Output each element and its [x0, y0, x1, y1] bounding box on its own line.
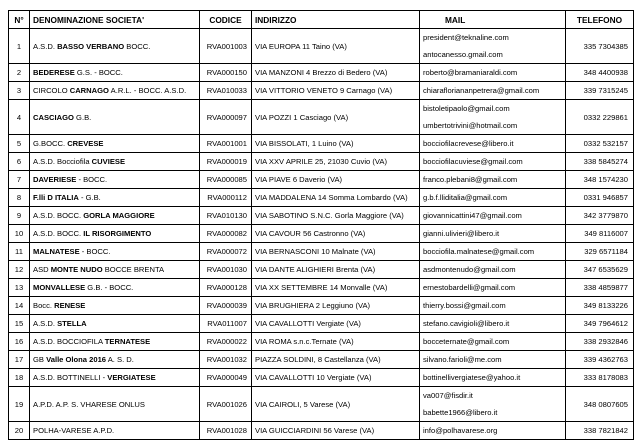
club-name-bold: BASSO VERBANO [57, 41, 125, 51]
club-code: RVA001026 [200, 387, 252, 422]
table-row [9, 261, 634, 279]
row-number: 3 [9, 82, 30, 100]
table-row [9, 225, 634, 243]
header-telefono: TELEFONO [566, 11, 634, 29]
club-address: VIA VITTORIO VENETO 9 Carnago (VA) [252, 82, 420, 100]
club-name-suffix: A.R.L. - BOCC. A.S.D. [108, 86, 187, 95]
club-address: VIA CAIROLI, 5 Varese (VA) [252, 387, 420, 422]
club-name-bold: STELLA [57, 319, 87, 328]
row-number: 8 [9, 189, 30, 207]
club-name-prefix: A.S.D. BOCC. [33, 211, 84, 220]
table-row [9, 369, 634, 387]
club-name-suffix: G.B. [73, 112, 92, 122]
mail-link[interactable]: va007@fisdir.it [423, 391, 473, 400]
club-address: VIA BERNASCONI 10 Malnate (VA) [252, 243, 420, 261]
mail-link[interactable]: stefano.cavigioli@libero.it [423, 319, 510, 328]
club-name [30, 100, 200, 135]
row-number: 6 [9, 153, 30, 171]
club-phone: 342 3779870 [566, 207, 634, 225]
club-code: RVA011007 [200, 315, 252, 333]
table-row [9, 243, 634, 261]
club-name-bold: Valle Olona 2016 [46, 355, 107, 364]
club-name [30, 333, 200, 351]
mail-link[interactable]: g.b.f.lliditalia@gmail.com [423, 193, 508, 202]
club-code: RVA010033 [200, 82, 252, 100]
mail-link[interactable]: bottinellivergiatese@yahoo.it [423, 373, 521, 382]
club-mail [420, 100, 566, 135]
club-name [30, 207, 200, 225]
mail-link[interactable]: bistoletipaolo@gmail.com [423, 104, 510, 113]
club-name-prefix: A.S.D. Bocciofila [33, 157, 92, 166]
club-address: PIAZZA SOLDINI, 8 Castellanza (VA) [252, 351, 420, 369]
club-name [30, 369, 200, 387]
table-row [9, 135, 634, 153]
club-name [30, 64, 200, 82]
club-phone: 349 8116007 [566, 225, 634, 243]
club-address: VIA POZZI 1 Casciago (VA) [252, 100, 420, 135]
club-name-prefix: POLHA-VARESE A.P.D. [33, 426, 115, 435]
club-name-bold: MALNATESE [33, 247, 80, 256]
club-code: RVA000039 [200, 297, 252, 315]
club-name-prefix: A.S.D. BOTTINELLI - [33, 373, 108, 382]
club-phone: 338 4859877 [566, 279, 634, 297]
club-name-prefix: CIRCOLO [33, 86, 70, 95]
club-name [30, 82, 200, 100]
club-name-bold: VERGIATESE [107, 373, 156, 382]
club-name-suffix: - G.B. [78, 193, 101, 202]
club-phone: 348 4400938 [566, 64, 634, 82]
club-mail [420, 207, 566, 225]
mail-link[interactable]: bocceternate@gmail.com [423, 337, 510, 346]
club-name [30, 279, 200, 297]
header-num: N° [9, 11, 30, 29]
row-number: 16 [9, 333, 30, 351]
club-name [30, 297, 200, 315]
club-name-bold: F.lli D ITALIA [33, 193, 79, 202]
club-name-bold: DAVERIESE [33, 175, 77, 184]
mail-link[interactable]: bocciofilacrevese@libero.it [423, 139, 514, 148]
table-row [9, 279, 634, 297]
row-number: 4 [9, 100, 30, 135]
club-mail [420, 153, 566, 171]
club-name-bold: MONTE NUDO [50, 265, 103, 274]
club-name-suffix: BOCCE BRENTA [102, 265, 165, 274]
club-name-prefix: A.S.D. BOCCIOFILA [33, 337, 105, 346]
row-number: 17 [9, 351, 30, 369]
table-row [9, 100, 634, 135]
table-row [9, 387, 634, 422]
table-row [9, 207, 634, 225]
club-phone: 333 8178083 [566, 369, 634, 387]
table-row [9, 64, 634, 82]
club-mail [420, 422, 566, 440]
club-name [30, 261, 200, 279]
table-header-row [9, 11, 634, 29]
club-phone: 0331 946857 [566, 189, 634, 207]
club-phone: 338 5845274 [566, 153, 634, 171]
table-row [9, 333, 634, 351]
row-number: 13 [9, 279, 30, 297]
table-row [9, 153, 634, 171]
table-row [9, 171, 634, 189]
club-code: RVA000128 [200, 279, 252, 297]
club-mail [420, 351, 566, 369]
club-address: VIA CAVALLOTTI 10 Vergiate (VA) [252, 369, 420, 387]
mail-link[interactable]: chiarafloriananpetrera@gmail.com [423, 86, 540, 95]
club-name-bold: CREVESE [67, 139, 104, 148]
row-number: 10 [9, 225, 30, 243]
club-mail [420, 369, 566, 387]
club-name-bold: CUVIESE [91, 157, 126, 166]
clubs-table [8, 10, 634, 440]
club-name-prefix: ASD [33, 265, 51, 274]
club-name-suffix: - BOCC. [76, 175, 108, 184]
club-phone: 335 7304385 [566, 29, 634, 64]
club-code: RVA001030 [200, 261, 252, 279]
club-address: VIA MANZONI 4 Brezzo di Bedero (VA) [252, 64, 420, 82]
club-mail [420, 243, 566, 261]
club-mail [420, 315, 566, 333]
club-mail [420, 82, 566, 100]
club-mail [420, 297, 566, 315]
club-code: RVA000112 [200, 189, 252, 207]
club-mail [420, 29, 566, 64]
club-phone: 349 8133226 [566, 297, 634, 315]
club-address: VIA BRUGHIERA 2 Leggiuno (VA) [252, 297, 420, 315]
club-mail [420, 171, 566, 189]
club-name-suffix: A. S. D. [106, 355, 134, 364]
row-number: 18 [9, 369, 30, 387]
mail-link[interactable]: ernestobardelli@gmail.com [423, 283, 516, 292]
club-name-bold: CASCIAGO [33, 112, 74, 122]
club-name-bold: MONVALLESE [33, 283, 86, 292]
club-code: RVA000019 [200, 153, 252, 171]
header-codice: CODICE [200, 11, 252, 29]
club-name-prefix: G.BOCC. [33, 139, 68, 148]
club-name-bold: BEDERESE [33, 68, 75, 77]
club-address: VIA SABOTINO S.N.C. Gorla Maggiore (VA) [252, 207, 420, 225]
mail-link[interactable]: gianni.ulivieri@libero.it [423, 229, 500, 238]
club-mail [420, 333, 566, 351]
club-name-bold: RENESE [54, 301, 86, 310]
club-name [30, 315, 200, 333]
club-phone: 339 7315245 [566, 82, 634, 100]
club-mail [420, 261, 566, 279]
club-phone: 347 6535629 [566, 261, 634, 279]
club-code: RVA000085 [200, 171, 252, 189]
club-name-prefix: A.S.D. [33, 319, 58, 328]
club-mail [420, 387, 566, 422]
club-address: VIA XX SETTEMBRE 14 Monvalle (VA) [252, 279, 420, 297]
club-name [30, 422, 200, 440]
club-phone: 0332 229861 [566, 100, 634, 135]
row-number: 20 [9, 422, 30, 440]
club-name [30, 153, 200, 171]
club-phone: 339 4362763 [566, 351, 634, 369]
club-name-bold: CARNAGO [69, 86, 109, 95]
club-name [30, 29, 200, 64]
mail-link[interactable]: franco.plebani8@gmail.com [423, 175, 518, 184]
club-name-bold: GORLA MAGGIORE [83, 211, 155, 220]
club-name [30, 189, 200, 207]
club-mail [420, 189, 566, 207]
club-name-prefix: Bocc. [33, 301, 55, 310]
row-number: 14 [9, 297, 30, 315]
row-number: 12 [9, 261, 30, 279]
table-row [9, 29, 634, 64]
club-address: VIA XXV APRILE 25, 21030 Cuvio (VA) [252, 153, 420, 171]
club-address: VIA EUROPA 11 Taino (VA) [252, 29, 420, 64]
club-name-prefix: GB [33, 355, 47, 364]
club-code: RVA000082 [200, 225, 252, 243]
club-address: VIA GUICCIARDINI 56 Varese (VA) [252, 422, 420, 440]
mail-link[interactable]: bocciofilacuviese@gmail.com [423, 157, 523, 166]
club-code: RVA000022 [200, 333, 252, 351]
club-code: RVA000049 [200, 369, 252, 387]
header-indirizzo: INDIRIZZO [252, 11, 420, 29]
club-address: VIA BISSOLATI, 1 Luino (VA) [252, 135, 420, 153]
club-mail [420, 279, 566, 297]
club-code: RVA010130 [200, 207, 252, 225]
club-name [30, 135, 200, 153]
club-phone: 349 7964612 [566, 315, 634, 333]
club-mail [420, 135, 566, 153]
table-row [9, 422, 634, 440]
club-code: RVA001001 [200, 135, 252, 153]
club-code: RVA001032 [200, 351, 252, 369]
club-phone: 338 2932846 [566, 333, 634, 351]
club-code: RVA001003 [200, 29, 252, 64]
club-phone: 338 7821842 [566, 422, 634, 440]
club-address: VIA CAVOUR 56 Castronno (VA) [252, 225, 420, 243]
club-name-suffix: BOCC. [124, 41, 151, 51]
club-phone: 0332 532157 [566, 135, 634, 153]
club-name-prefix: A.S.D. BOCC. [33, 229, 84, 238]
mail-link[interactable]: asdmontenudo@gmail.com [423, 265, 516, 274]
row-number: 11 [9, 243, 30, 261]
mail-link[interactable]: babette1966@libero.it [423, 408, 498, 417]
club-phone: 329 6571184 [566, 243, 634, 261]
club-phone: 348 1574230 [566, 171, 634, 189]
mail-link[interactable]: antocanesso.gmail.com [423, 50, 503, 59]
club-name-bold: TERNATESE [104, 337, 151, 346]
club-code: RVA000097 [200, 100, 252, 135]
club-name [30, 243, 200, 261]
club-name-prefix: A.S.D. [33, 41, 58, 51]
club-name [30, 225, 200, 243]
mail-link[interactable]: roberto@bramaniaraldi.com [423, 68, 518, 77]
mail-link[interactable]: info@polhavarese.org [423, 426, 498, 435]
table-row [9, 297, 634, 315]
club-address: VIA MADDALENA 14 Somma Lombardo (VA) [252, 189, 420, 207]
club-address: VIA CAVALLOTTI Vergiate (VA) [252, 315, 420, 333]
row-number: 15 [9, 315, 30, 333]
row-number: 1 [9, 29, 30, 64]
club-name-suffix: G.S. - BOCC. [74, 68, 123, 77]
club-name-suffix: G.B. - BOCC. [85, 283, 134, 292]
club-code: RVA001028 [200, 422, 252, 440]
table-row [9, 351, 634, 369]
club-name-prefix: A.P.D. A.P. S. VHARESE ONLUS [33, 399, 145, 409]
mail-link[interactable]: bocciofila.malnatese@gmail.com [423, 247, 535, 256]
clubs-table-container [8, 10, 633, 440]
club-name [30, 387, 200, 422]
row-number: 9 [9, 207, 30, 225]
header-denominazione: DENOMINAZIONE SOCIETA' [30, 11, 200, 29]
club-phone: 348 0807605 [566, 387, 634, 422]
club-name [30, 171, 200, 189]
row-number: 2 [9, 64, 30, 82]
club-mail [420, 225, 566, 243]
row-number: 7 [9, 171, 30, 189]
club-mail [420, 64, 566, 82]
mail-link[interactable]: president@teknaline.com [423, 33, 509, 42]
club-code: RVA000072 [200, 243, 252, 261]
mail-link[interactable]: thierry.bossi@gmail.com [423, 301, 506, 310]
club-name-bold: IL RISORGIMENTO [83, 229, 152, 238]
header-mail: MAIL [420, 11, 566, 29]
club-address: VIA PIAVE 6 Daverio (VA) [252, 171, 420, 189]
club-address: VIA DANTE ALIGHIERI Brenta (VA) [252, 261, 420, 279]
table-row [9, 82, 634, 100]
club-name [30, 351, 200, 369]
row-number: 19 [9, 387, 30, 422]
mail-link[interactable]: giovannicattini47@gmail.com [423, 211, 522, 220]
mail-link[interactable]: umbertotrivini@hotmail.com [423, 121, 518, 130]
row-number: 5 [9, 135, 30, 153]
club-address: VIA ROMA s.n.c.Ternate (VA) [252, 333, 420, 351]
club-code: RVA000150 [200, 64, 252, 82]
table-row [9, 315, 634, 333]
club-name-suffix: - BOCC. [79, 247, 111, 256]
table-row [9, 189, 634, 207]
mail-link[interactable]: silvano.farioli@me.com [423, 355, 502, 364]
